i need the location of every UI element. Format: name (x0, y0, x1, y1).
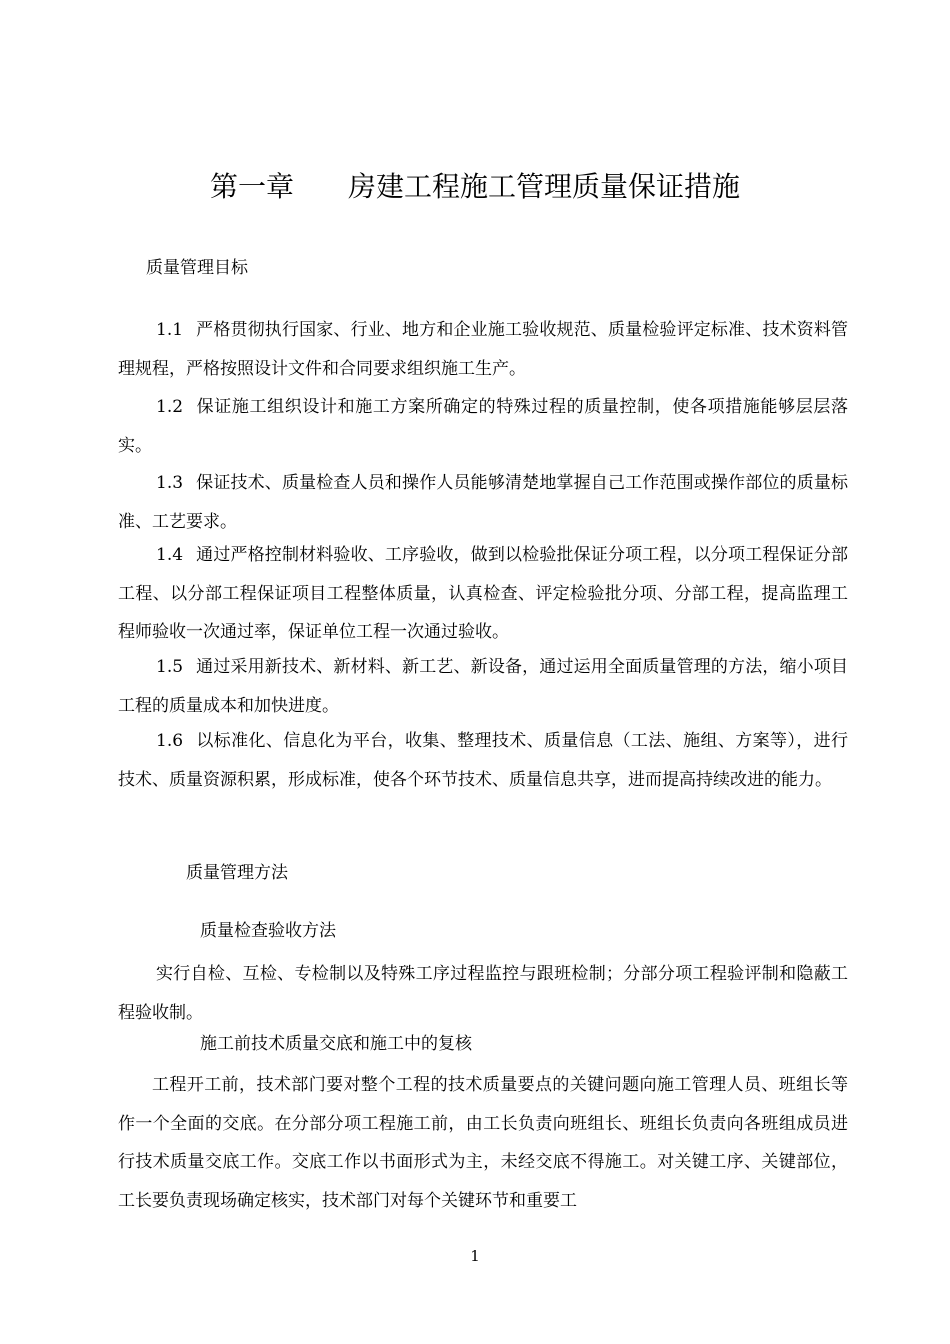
goal-item-1-6 (118, 722, 848, 799)
item-number: 1.5 (156, 657, 184, 677)
item-number: 1.6 (156, 731, 184, 751)
subsection-heading-briefing: 施工前技术质量交底和施工中的复核 (200, 1034, 472, 1054)
item-number: 1.2 (156, 397, 184, 417)
section-heading-goal: 质量管理目标 (146, 258, 248, 278)
item-text: 通过严格控制材料验收、工序验收，做到以检验批保证分项工程，以分项工程保证分部工程、以分部工程保证项目工程整体质量，认真检查、评定检验批分项、分部工程，提高监理工程师验收一次通过率，保证单位工程一次通过验收。 (118, 545, 848, 642)
goal-item-1-3 (118, 464, 848, 541)
chapter-label: 第一章 (209, 170, 294, 203)
item-number: 1.3 (156, 473, 184, 493)
item-number: 1.4 (156, 545, 184, 565)
item-text: 保证技术、质量检查人员和操作人员能够清楚地掌握自己工作范围或操作部位的质量标准、工艺要求。 (118, 473, 848, 532)
item-text: 以标准化、信息化为平台，收集、整理技术、质量信息（工法、施组、方案等），进行技术、质量资源积累，形成标准，使各个环节技术、质量信息共享，进而提高持续改进的能力。 (118, 731, 848, 790)
page-number: 1 (470, 1247, 480, 1265)
item-text: 通过采用新技术、新材料、新工艺、新设备，通过运用全面质量管理的方法，缩小项目工程的质量成本和加快进度。 (118, 657, 848, 716)
goal-item-1-1 (118, 311, 848, 388)
chapter-title-text: 房建工程施工管理质量保证措施 (348, 170, 741, 203)
chapter-title (0, 165, 950, 209)
inspection-paragraph: 实行自检、互检、专检制以及特殊工序过程监控与跟班检制；分部分项工程验评制和隐蔽工程验收制。 (118, 964, 848, 1023)
item-text: 严格贯彻执行国家、行业、地方和企业施工验收规范、质量检验评定标准、技术资料管理规程，严格按照设计文件和合同要求组织施工生产。 (118, 320, 848, 379)
goal-item-1-2 (118, 388, 848, 465)
subsection-heading-inspection: 质量检查验收方法 (200, 921, 336, 941)
goal-item-1-4 (118, 536, 848, 652)
item-text: 保证施工组织设计和施工方案所确定的特殊过程的质量控制，使各项措施能够层层落实。 (118, 397, 848, 456)
section-heading-method: 质量管理方法 (186, 863, 288, 883)
item-number: 1.1 (156, 320, 184, 340)
briefing-paragraph: 工程开工前，技术部门要对整个工程的技术质量要点的关键问题向施工管理人员、班组长等作一个全面的交底。在分部分项工程施工前，由工长负责向班组长、班组长负责向各班组成员进行技术质量交底工作。交底工作以书面形式为主，未经交底不得施工。对关键工序、关键部位，工长要负责现场确定核实，技术部门对每个关键环节和重要工 (118, 1075, 848, 1211)
goal-item-1-5 (118, 648, 848, 725)
